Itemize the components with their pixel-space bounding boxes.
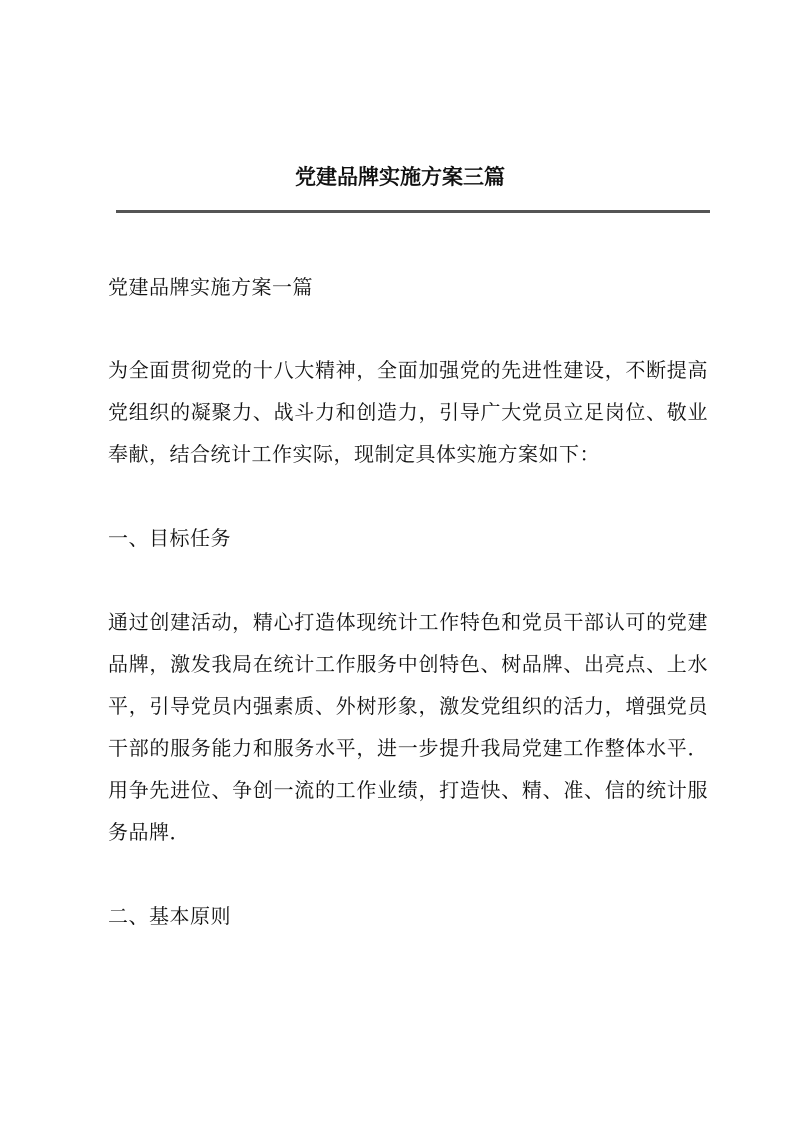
intro-paragraph: 为全面贯彻党的十八大精神，全面加强党的先进性建设，不断提高党组织的凝聚力、战斗力和创造力，引导广大党员立足岗位、敬业奉献，结合统计工作实际，现制定具体实施方案如下： xyxy=(108,358,708,466)
section-2-heading: 二、基本原则 xyxy=(108,904,231,928)
title-divider xyxy=(116,210,710,213)
document-title: 党建品牌实施方案三篇 xyxy=(295,164,505,189)
section-1-heading: 一、目标任务 xyxy=(108,526,231,550)
document-subtitle: 党建品牌实施方案一篇 xyxy=(108,275,313,299)
section-1-body: 通过创建活动，精心打造体现统计工作特色和党员干部认可的党建品牌，激发我局在统计工作服务中创特色、树品牌、出亮点、上水平，引导党员内强素质、外树形象，激发党组织的活力，增强党员干部的服务能力和服务水平，进一步提升我局党建工作整体水平．用争先进位、争创一流的工作业绩，打造快、精、准、信的统计服务品牌． xyxy=(108,610,708,844)
